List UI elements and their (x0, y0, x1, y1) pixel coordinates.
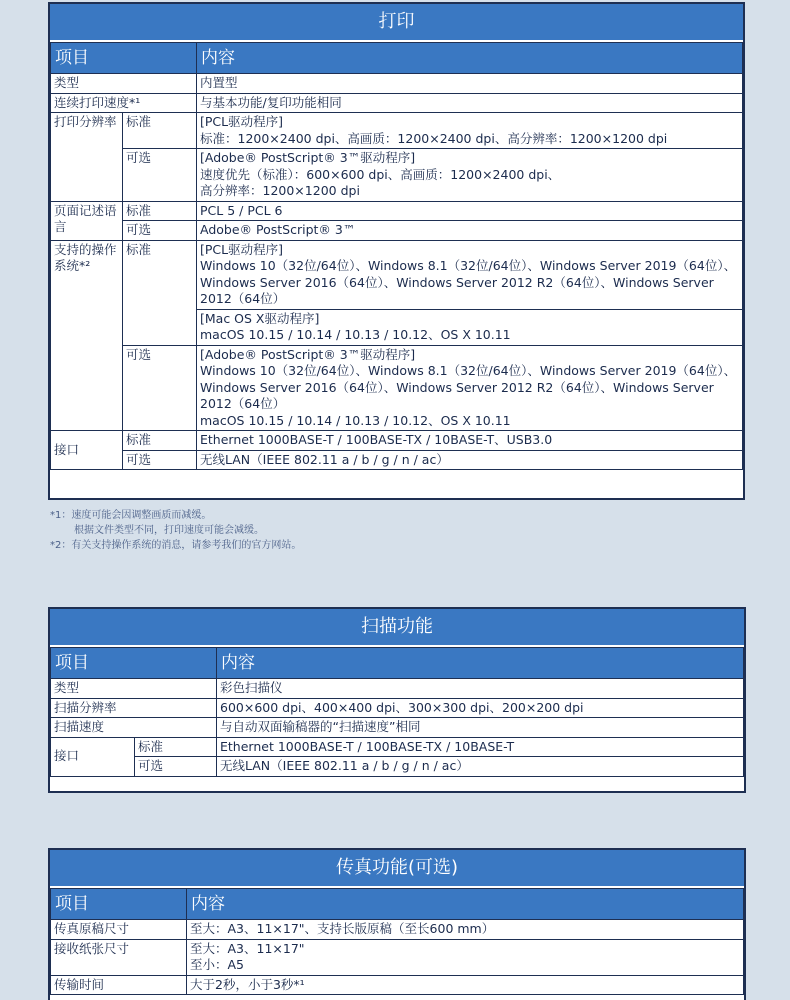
sub-label-optional: 可选 (135, 757, 217, 777)
table-row (51, 431, 743, 451)
row-label-original-size: 传真原稿尺寸 (51, 920, 187, 940)
text-line: macOS 10.15 / 10.14 / 10.13 / 10.12、OS X 10.11 (200, 327, 511, 342)
fax-spec-panel (48, 848, 746, 1000)
table-row (51, 939, 744, 975)
text-line: 至小：A5 (190, 957, 245, 972)
table-row (51, 718, 744, 738)
row-value-original-size: 至大：A3、11×17"、支持长版原稿（至长600 mm） (187, 920, 744, 940)
footnote-1-cont: 根据文件类型不同，打印速度可能会减缓。 (74, 525, 264, 536)
sub-label-optional: 可选 (123, 221, 197, 241)
scan-spec-panel (48, 607, 746, 793)
row-label-type: 类型 (51, 679, 217, 699)
text-line: [Adobe® PostScript® 3™驱动程序] (200, 346, 416, 362)
row-value-resolution-optional (197, 149, 743, 202)
text-line: [PCL驱动程序] (200, 241, 283, 257)
table-row (51, 679, 744, 699)
header-content: 内容 (197, 43, 743, 74)
row-value-interface-standard: Ethernet 1000BASE-T / 100BASE-TX / 10BASE-T (217, 737, 744, 757)
row-label-speed: 连续打印速度*¹ (51, 93, 197, 113)
row-label-transmission-time: 传输时间 (51, 975, 187, 995)
fax-panel-title: 传真功能(可选) (50, 850, 744, 888)
row-label-interface: 接口 (51, 737, 135, 776)
row-value-transmission-time: 大于2秒，小于3秒*¹ (187, 975, 744, 995)
row-value-interface-optional: 无线LAN（IEEE 802.11 a / b / g / n / ac） (217, 757, 744, 777)
table-row (51, 93, 743, 113)
row-label-resolution: 打印分辨率 (51, 113, 123, 202)
sub-label-standard: 标准 (123, 201, 197, 221)
row-value-os-standard-mac (197, 309, 743, 345)
row-value-type: 彩色扫描仪 (217, 679, 744, 699)
text-line: 标准：1200×2400 dpi、高画质：1200×2400 dpi、高分辨率：1200×1200 dpi (200, 130, 668, 146)
row-label-type: 类型 (51, 74, 197, 94)
table-row (51, 698, 744, 718)
table-header-row (51, 648, 744, 679)
table-row (51, 757, 744, 777)
table-row (51, 920, 744, 940)
header-item: 项目 (51, 648, 217, 679)
scan-panel-title: 扫描功能 (50, 609, 744, 647)
text-line: 高分辨率：1200×1200 dpi (200, 183, 360, 198)
text-line: [Adobe® PostScript® 3™驱动程序] (200, 150, 416, 165)
print-spec-panel (48, 2, 745, 500)
row-value-type: 内置型 (197, 74, 743, 94)
footnote-1: *1：速度可能会因调整画质而减缓。 (50, 510, 212, 521)
table-row (51, 74, 743, 94)
text-line: [PCL驱动程序] (200, 114, 283, 129)
text-line: Windows 10（32位/64位）、Windows 8.1（32位/64位）、Windows Server 2019（64位）、Windows Server 2016（64位）、Windows Server 2012 R2（64位）、Windows Server 2012（64位） (200, 363, 737, 411)
text-line: [Mac OS X驱动程序] (200, 310, 320, 326)
sub-label-standard: 标准 (123, 240, 197, 345)
table-header-row (51, 889, 744, 920)
footnote-2: *2：有关支持操作系统的消息，请参考我们的官方网站。 (50, 540, 302, 551)
table-row (51, 113, 743, 149)
table-row (51, 345, 743, 431)
sub-label-optional: 可选 (123, 450, 197, 470)
table-row (51, 149, 743, 202)
row-value-os-optional (197, 345, 743, 431)
print-spec-table (50, 42, 743, 470)
table-row (51, 737, 744, 757)
scan-spec-table (50, 647, 744, 777)
fax-spec-table (50, 888, 744, 995)
sub-label-optional: 可选 (123, 149, 197, 202)
table-header-row (51, 43, 743, 74)
row-value-speed: 与基本功能/复印功能相同 (197, 93, 743, 113)
row-value-interface-standard: Ethernet 1000BASE-T / 100BASE-TX / 10BASE-T、USB3.0 (197, 431, 743, 451)
sub-label-standard: 标准 (135, 737, 217, 757)
row-label-speed: 扫描速度 (51, 718, 217, 738)
row-value-pdl-standard: PCL 5 / PCL 6 (197, 201, 743, 221)
table-row (51, 221, 743, 241)
row-value-os-standard-pcl (197, 240, 743, 309)
print-panel-title: 打印 (50, 4, 743, 42)
text-line: macOS 10.15 / 10.14 / 10.13 / 10.12、OS X 10.11 (200, 412, 511, 428)
header-item: 项目 (51, 43, 197, 74)
row-label-paper-size: 接收纸张尺寸 (51, 939, 187, 975)
row-value-resolution: 600×600 dpi、400×400 dpi、300×300 dpi、200×200 dpi (217, 698, 744, 718)
row-label-resolution: 扫描分辨率 (51, 698, 217, 718)
row-label-interface: 接口 (51, 431, 123, 470)
row-label-os: 支持的操作系统*² (51, 240, 123, 431)
sub-label-standard: 标准 (123, 113, 197, 149)
row-value-interface-optional: 无线LAN（IEEE 802.11 a / b / g / n / ac） (197, 450, 743, 470)
sub-label-optional: 可选 (123, 345, 197, 431)
row-value-paper-size (187, 939, 744, 975)
table-row (51, 975, 744, 995)
sub-label-standard: 标准 (123, 431, 197, 451)
header-content: 内容 (187, 889, 744, 920)
text-line: 速度优先（标准）：600×600 dpi、高画质：1200×2400 dpi、 (200, 166, 561, 182)
footnotes (50, 508, 301, 553)
table-row (51, 201, 743, 221)
text-line: Windows 10（32位/64位）、Windows 8.1（32位/64位）、Windows Server 2019（64位）、Windows Server 2016（64位）、Windows Server 2012 R2（64位）、Windows Server 2012（64位） (200, 258, 737, 306)
row-value-resolution-standard (197, 113, 743, 149)
row-label-pdl: 页面记述语言 (51, 201, 123, 240)
header-item: 项目 (51, 889, 187, 920)
header-content: 内容 (217, 648, 744, 679)
row-value-speed: 与自动双面输稿器的“扫描速度”相同 (217, 718, 744, 738)
table-row (51, 450, 743, 470)
table-row (51, 240, 743, 309)
text-line: 至大：A3、11×17" (190, 940, 305, 956)
row-value-pdl-optional: Adobe® PostScript® 3™ (197, 221, 743, 241)
